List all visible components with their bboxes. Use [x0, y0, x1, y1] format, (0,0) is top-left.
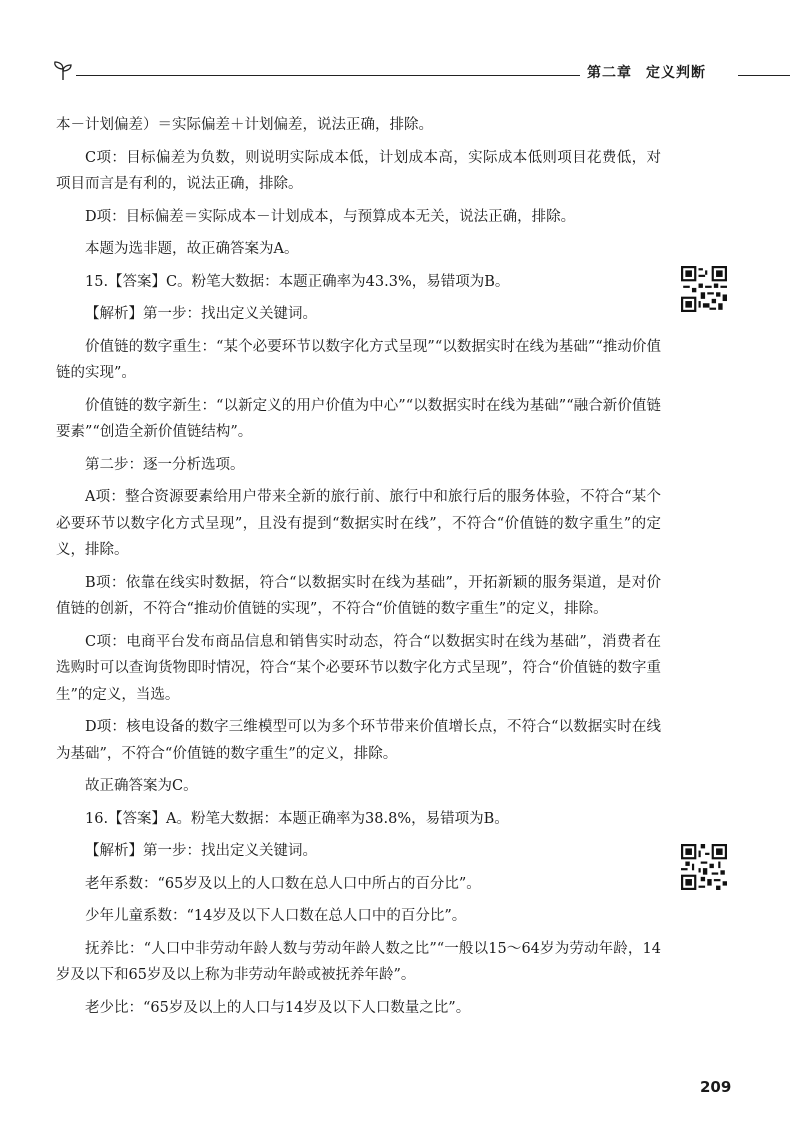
- answer-line-16: 16.【答案】A。粉笔大数据：本题正确率为38.8%，易错项为B。: [85, 810, 509, 827]
- qr-code-icon[interactable]: [681, 844, 727, 890]
- answer-explanations: [56, 112, 661, 1027]
- paragraph: A项：整合资源要素给用户带来全新的旅行前、旅行中和旅行后的服务体验，不符合“某个必要环节以数字化方式呈现”，且没有提到“数据实时在线”，不符合“价值链的数字重生”的定义，排除。: [56, 489, 661, 558]
- answer-line-15: 15.【答案】C。粉笔大数据：本题正确率为43.3%，易错项为B。: [85, 273, 510, 290]
- page-number: 209: [700, 1078, 732, 1096]
- analysis-heading: 【解析】第一步：找出定义关键词。: [85, 306, 317, 322]
- paragraph: 价值链的数字新生：“以新定义的用户价值为中心”“以数据实时在线为基础”“融合新价值链要素”“创造全新价值链结构”。: [56, 397, 661, 440]
- paragraph: B项：依靠在线实时数据，符合“以数据实时在线为基础”，开拓新颖的服务渠道，是对价值链的创新，不符合“推动价值链的实现”，不符合“价值链的数字重生”的定义，排除。: [56, 574, 661, 617]
- paragraph: 老年系数：“65岁及以上的人口数在总人口中所占的百分比”。: [85, 875, 481, 892]
- paragraph: 第二步：逐一分析选项。: [85, 456, 245, 473]
- page-header: [52, 60, 742, 84]
- paragraph: C项：电商平台发布商品信息和销售实时动态，符合“以数据实时在线为基础”，消费者在选购时可以查询货物即时情况，符合“某个必要环节以数字化方式呈现”，符合“价值链的数字重生”的定义，当选。: [56, 633, 661, 703]
- paragraph: 抚养比：“人口中非劳动年龄人数与劳动年龄人数之比”“一般以15～64岁为劳动年龄，14岁及以下和65岁及以上称为非劳动年龄或被抚养年龄”。: [56, 940, 661, 983]
- qr-code-icon[interactable]: [681, 266, 727, 312]
- analysis-heading: 【解析】第一步：找出定义关键词。: [85, 843, 317, 859]
- header-rule-left: [76, 75, 580, 76]
- paragraph: 老少比：“65岁及以上的人口与14岁及以下人口数量之比”。: [85, 999, 471, 1016]
- section-label: 定义判断: [646, 65, 706, 81]
- paragraph: 故正确答案为C。: [85, 778, 198, 794]
- paragraph: 本－计划偏差）＝实际偏差＋计划偏差，说法正确，排除。: [56, 117, 433, 133]
- paragraph: 本题为选非题，故正确答案为A。: [85, 241, 299, 257]
- paragraph: D项：目标偏差＝实际成本－计划成本，与预算成本无关，说法正确，排除。: [85, 208, 576, 225]
- leaf-icon: [52, 60, 74, 82]
- chapter-title: [587, 62, 706, 82]
- header-rule-right: [738, 75, 790, 76]
- paragraph: 价值链的数字重生：“某个必要环节以数字化方式呈现”“以数据实时在线为基础”“推动价值链的实现”。: [56, 338, 661, 381]
- paragraph: C项：目标偏差为负数，则说明实际成本低，计划成本高，实际成本低则项目花费低，对项目而言是有利的，说法正确，排除。: [56, 149, 661, 192]
- paragraph: D项：核电设备的数字三维模型可以为多个环节带来价值增长点，不符合“以数据实时在线为基础”，不符合“价值链的数字重生”的定义，排除。: [56, 719, 661, 762]
- chapter-label: 第二章: [587, 65, 632, 81]
- paragraph: 少年儿童系数：“14岁及以下人口数在总人口中的百分比”。: [85, 908, 467, 924]
